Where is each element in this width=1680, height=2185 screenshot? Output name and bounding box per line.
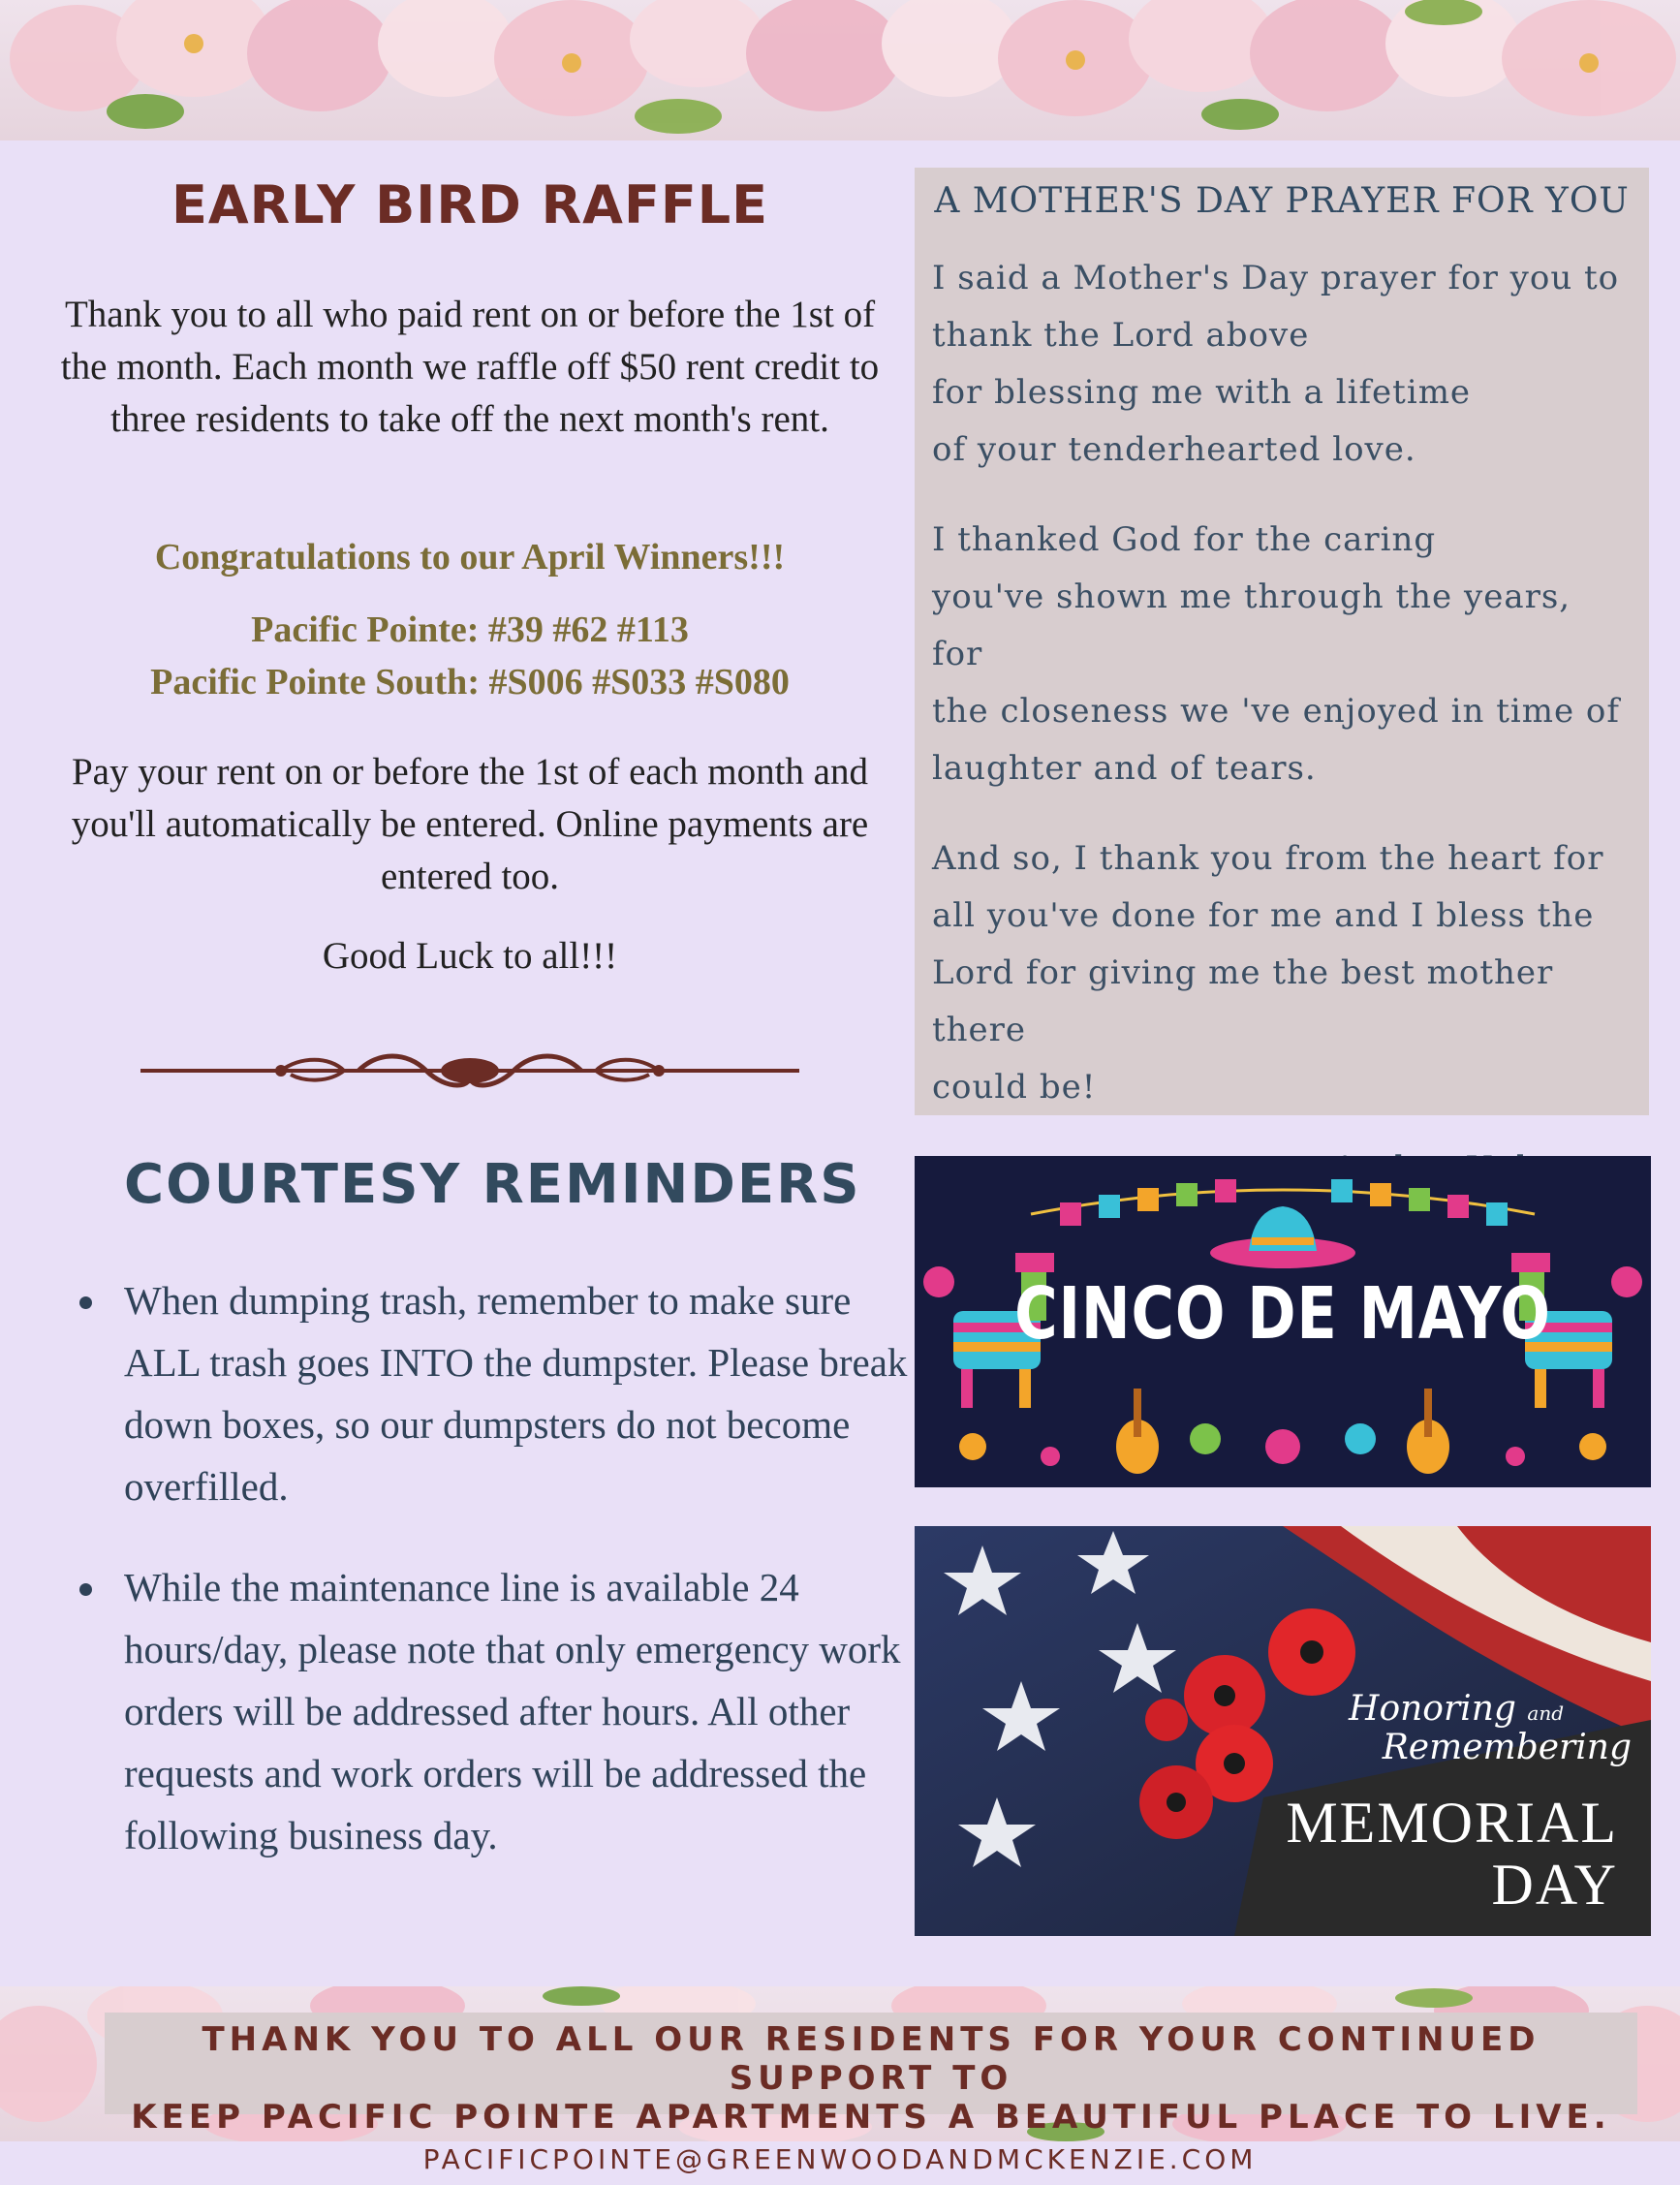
memorial-remembering-text: Remembering <box>1382 1728 1632 1767</box>
raffle-good-luck: Good Luck to all!!! <box>322 935 618 977</box>
cinco-de-mayo-title: CINCO DE MAYO <box>1014 1272 1551 1356</box>
top-flower-banner <box>0 0 1680 140</box>
prayer-line: I said a Mother's Day prayer for you to <box>932 259 1620 297</box>
list-item: When dumping trash, remember to make sure ALL trash goes INTO the dumpster. Please break down boxes, so our dumpsters do not become overfilled. <box>78 1269 911 1517</box>
prayer-line: could be! <box>932 1068 1097 1107</box>
courtesy-title: COURTESY REMINDERS <box>124 1153 861 1216</box>
raffle-title: EARLY BIRD RAFFLE <box>171 174 769 235</box>
memorial-honoring-text <box>1349 1689 1564 1729</box>
list-item: While the maintenance line is available 24 hours/day, please note that only emergency work orders will be addressed after hours. All other requests and work orders will be addressed the following business day. <box>78 1556 911 1866</box>
prayer-line: for blessing me with a lifetime <box>932 373 1472 412</box>
thank-you-banner <box>105 2013 1637 2137</box>
memorial-day-image <box>915 1526 1651 1936</box>
prayer-line: I thanked God for the caring <box>932 520 1437 559</box>
raffle-winners-pacific-pointe: Pacific Pointe: #39 #62 #113 <box>251 609 689 650</box>
flower-decoration <box>0 0 1680 140</box>
prayer-stanza <box>932 512 1632 797</box>
thank-you-line-2: KEEP PACIFIC POINTE APARTMENTS A BEAUTIFUL PLACE TO LIVE. <box>131 2098 1611 2137</box>
prayer-title: A MOTHER'S DAY PRAYER FOR YOU <box>934 181 1630 221</box>
prayer-stanza <box>932 830 1632 1116</box>
honoring-word: Honoring <box>1349 1689 1516 1729</box>
raffle-pay-note: Pay your rent on or before the 1st of each month and you'll automatically be entered. Online payments are entered too. <box>71 751 869 897</box>
cinco-de-mayo-image <box>915 1156 1651 1487</box>
raffle-winners-pacific-pointe-south: Pacific Pointe South: #S006 #S033 #S080 <box>150 662 790 702</box>
prayer-line: thank the Lord above <box>932 316 1310 355</box>
memorial-title-line1: MEMORIAL <box>1286 1791 1618 1855</box>
prayer-line: Lord for giving me the best mother there <box>932 953 1554 1049</box>
prayer-line: of your tenderhearted love. <box>932 430 1416 469</box>
contact-email[interactable]: PACIFICPOINTE@GREENWOODANDMCKENZIE.COM <box>422 2143 1258 2175</box>
thank-you-line-1: THANK YOU TO ALL OUR RESIDENTS FOR YOUR CONTINUED SUPPORT TO <box>202 2020 1540 2098</box>
raffle-congrats: Congratulations to our April Winners!!! <box>154 537 786 577</box>
raffle-intro: Thank you to all who paid rent on or before the 1st of the month. Each month we raffle off $50 rent credit to three residents to take off the next month's rent. <box>60 294 880 440</box>
prayer-line: And so, I thank you from the heart for <box>932 839 1604 878</box>
prayer-line: you've shown me through the years, for <box>932 577 1571 673</box>
prayer-line: all you've done for me and I bless the <box>932 896 1595 935</box>
mothers-day-prayer-box <box>915 168 1649 1115</box>
memorial-title-line2: DAY <box>1491 1853 1618 1917</box>
ornamental-divider <box>136 1051 804 1090</box>
prayer-line: laughter and of tears. <box>932 749 1317 788</box>
and-word: and <box>1527 1701 1564 1725</box>
courtesy-list <box>78 1269 911 1905</box>
prayer-line: the closeness we 've enjoyed in time of <box>932 692 1620 731</box>
prayer-stanza <box>932 250 1632 479</box>
